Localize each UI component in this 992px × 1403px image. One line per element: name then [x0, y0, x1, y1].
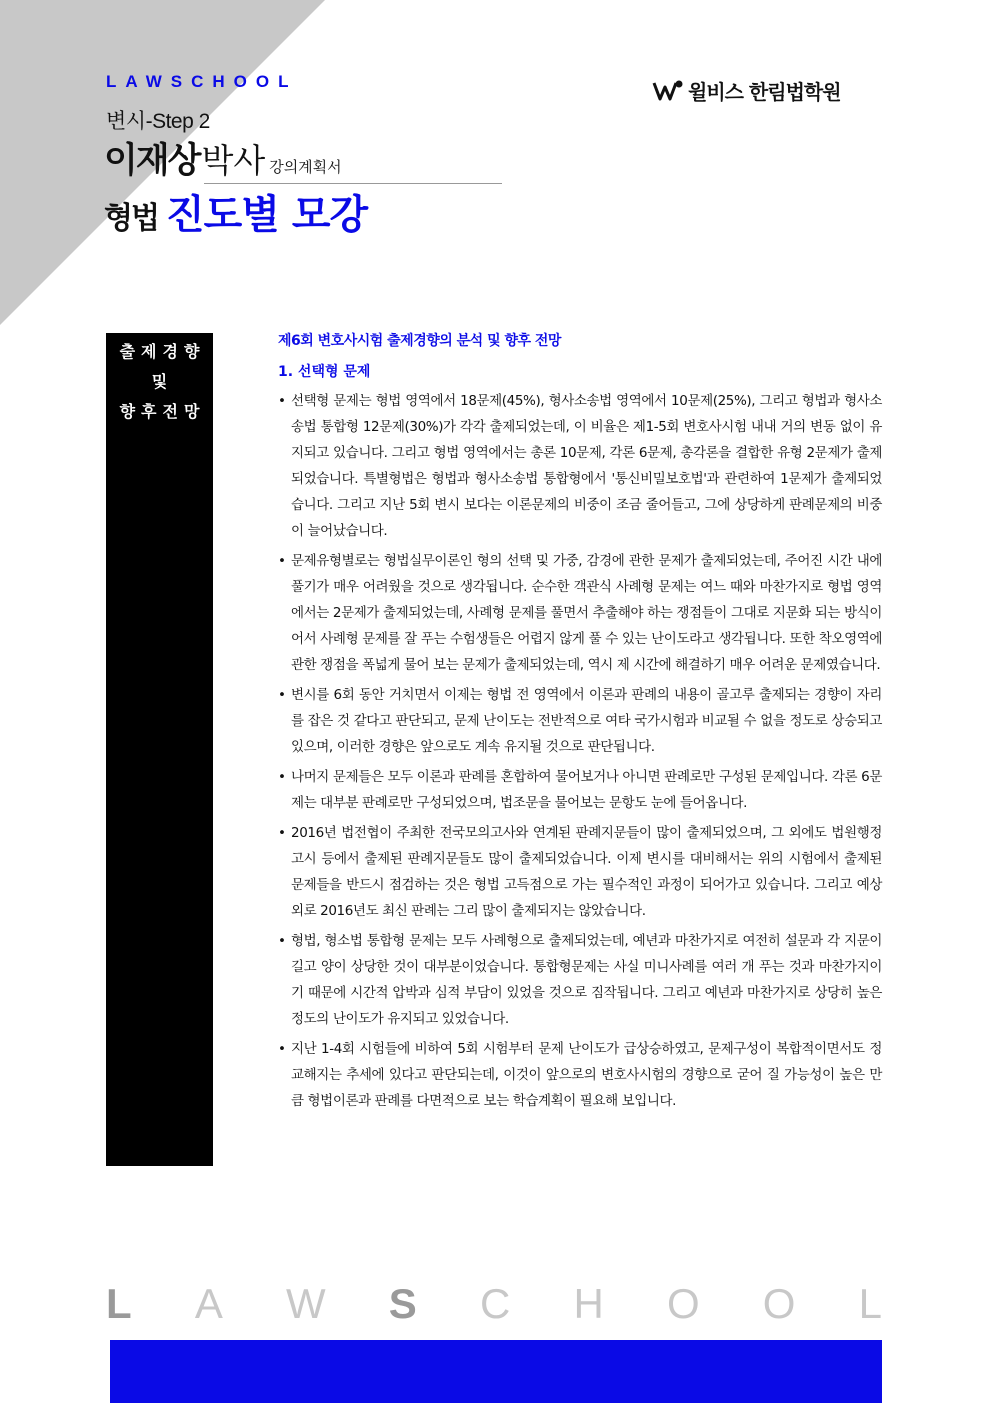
instructor-title: 박사: [201, 141, 266, 180]
footer-letter: S: [388, 1280, 417, 1327]
bullet-dot: •: [278, 933, 286, 949]
footer-letter: O: [666, 1280, 700, 1327]
main-content: [278, 328, 882, 1118]
footer-blue-bar: [110, 1340, 882, 1403]
sidebar-line: 향후전망: [119, 402, 206, 421]
bullet-dot: •: [278, 769, 286, 785]
willbes-logo-icon: [652, 77, 684, 105]
bullet-item: [278, 682, 882, 760]
bullet-text: 나머지 문제들은 모두 이론과 판례를 혼합하여 물어보거나 아니면 판례로만 구성된 문제입니다. 각론 6문제는 대부분 판례로만 구성되었으며, 법조문을 물어보는 문항도 눈에 들어옵니다.: [291, 769, 882, 811]
sidebar-label-box: [106, 333, 213, 1166]
bullet-list: [278, 388, 882, 1114]
bullet-item: [278, 388, 882, 544]
bullet-text: 문제유형별로는 형법실무이론인 형의 선택 및 가중, 감경에 관한 문제가 출제되었는데, 주어진 시간 내에 풀기가 매우 어려웠을 것으로 생각됩니다. 순수한 객관식 사례형 문제는 여느 때와 마찬가지로 형법 영역에서는 2문제가 출제되었는데, 사례형 문제를 풀면서 추출해야 하는 쟁점들이 그대로 지문화 되는 방식이어서 사례형 문제를 잘 푸는 수험생들은 어렵지 않게 풀 수 있는 난이도라고 생각됩니다. 또한 착오영역에 관한 쟁점을 폭넓게 물어 보는 문제가 출제되었는데, 역시 제 시간에 해결하기 매우 어려운 문제였습니다.: [291, 553, 882, 673]
academy-name: 윌비스 한림법학원: [688, 80, 841, 104]
brand-label: LAWSCHOOL: [106, 72, 298, 91]
plan-label: 강의계획서: [269, 158, 342, 176]
bullet-dot: •: [278, 393, 286, 409]
subsection-title: 1. 선택형 문제: [278, 364, 371, 380]
sidebar-line: 출제경향: [119, 342, 206, 361]
bullet-text: 지난 1-4회 시험들에 비하여 5회 시험부터 문제 난이도가 급상승하였고, 문제구성이 복합적이면서도 정교해지는 추세에 있다고 판단되는데, 이것이 앞으로의 변호사시험의 경향으로 굳어 질 가능성이 높은 만큼 형법이론과 판례를 다면적으로 보는 학습계획이 필요해 보입니다.: [291, 1041, 882, 1109]
bullet-dot: •: [278, 553, 286, 569]
footer-letter: W: [285, 1280, 326, 1327]
bullet-dot: •: [278, 687, 286, 703]
bullet-item: [278, 928, 882, 1032]
bullet-dot: •: [278, 825, 286, 841]
bullet-item: [278, 548, 882, 678]
section-title: 제6회 변호사시험 출제경향의 분석 및 향후 전망: [278, 333, 561, 349]
academy-logo: [652, 76, 841, 105]
bullet-text: 선택형 문제는 형법 영역에서 18문제(45%), 형사소송법 영역에서 10문제(25%), 그리고 형법과 형사소송법 통합형 12문제(30%)가 각각 출제되었는데, 이 비율은 제1-5회 변호사시험 내내 거의 변동 없이 유지되고 있습니다. 그리고 형법 영역에서는 총론 10문제, 각론 6문제, 총각론을 결합한 유형 2문제가 출제되었습니다. 특별형법은 형법과 형사소송법 통합형에서 '통신비밀보호법'과 관련하여 1문제가 출제되었습니다. 그리고 지난 5회 변시 보다는 이론문제의 비중이 조금 줄어들고, 그에 상당하게 판례문제의 비중이 늘어났습니다.: [291, 393, 882, 539]
instructor-title-line: [104, 133, 342, 183]
course-name: 진도별 모강: [165, 192, 368, 238]
bullet-dot: •: [278, 1041, 286, 1057]
bullet-item: [278, 1036, 882, 1114]
course-step: 변시-Step 2: [106, 110, 210, 133]
footer-letter: O: [762, 1280, 796, 1327]
footer-letter: L: [106, 1280, 132, 1327]
footer-letter: C: [479, 1280, 511, 1327]
footer-letter: L: [858, 1280, 882, 1327]
course-title-line: [104, 183, 367, 240]
subject-label: 형법: [104, 201, 158, 236]
bullet-text: 2016년 법전협이 주최한 전국모의고사와 연계된 판례지문들이 많이 출제되었으며, 그 외에도 법원행정고시 등에서 출제된 판례지문들도 많이 출제되었습니다. 이제 변시를 대비해서는 위의 시험에서 출제된 문제들을 반드시 점검하는 것은 형법 고득점으로 가는 필수적인 과정이 되어가고 있습니다. 그리고 예상외로 2016년도 최신 판례는 그리 많이 출제되지는 않았습니다.: [291, 825, 882, 919]
footer-letter: H: [573, 1280, 604, 1327]
bullet-text: 형법, 형소법 통합형 문제는 모두 사례형으로 출제되었는데, 예년과 마찬가지로 여전히 설문과 각 지문이 길고 양이 상당한 것이 대부분이었습니다. 통합형문제는 사실 미니사례를 여러 개 푸는 것과 마찬가지이기 때문에 시간적 압박과 심적 부담이 있었을 것으로 짐작됩니다. 그리고 예년과 마찬가지로 상당히 높은 정도의 난이도가 유지되고 있었습니다.: [291, 933, 882, 1027]
instructor-name: 이재상: [104, 141, 200, 181]
footer-lawschool-wordmark: [106, 1280, 882, 1328]
footer-letter: A: [194, 1280, 223, 1327]
bullet-item: [278, 764, 882, 816]
bullet-item: [278, 820, 882, 924]
sidebar-line: 및: [151, 372, 174, 391]
bullet-text: 변시를 6회 동안 거치면서 이제는 형법 전 영역에서 이론과 판례의 내용이 골고루 출제되는 경향이 자리를 잡은 것 같다고 판단되고, 문제 난이도는 전반적으로 여타 국가시험과 비교될 수 없을 정도로 상승되고 있으며, 이러한 경향은 앞으로도 계속 유지될 것으로 판단됩니다.: [291, 687, 882, 755]
